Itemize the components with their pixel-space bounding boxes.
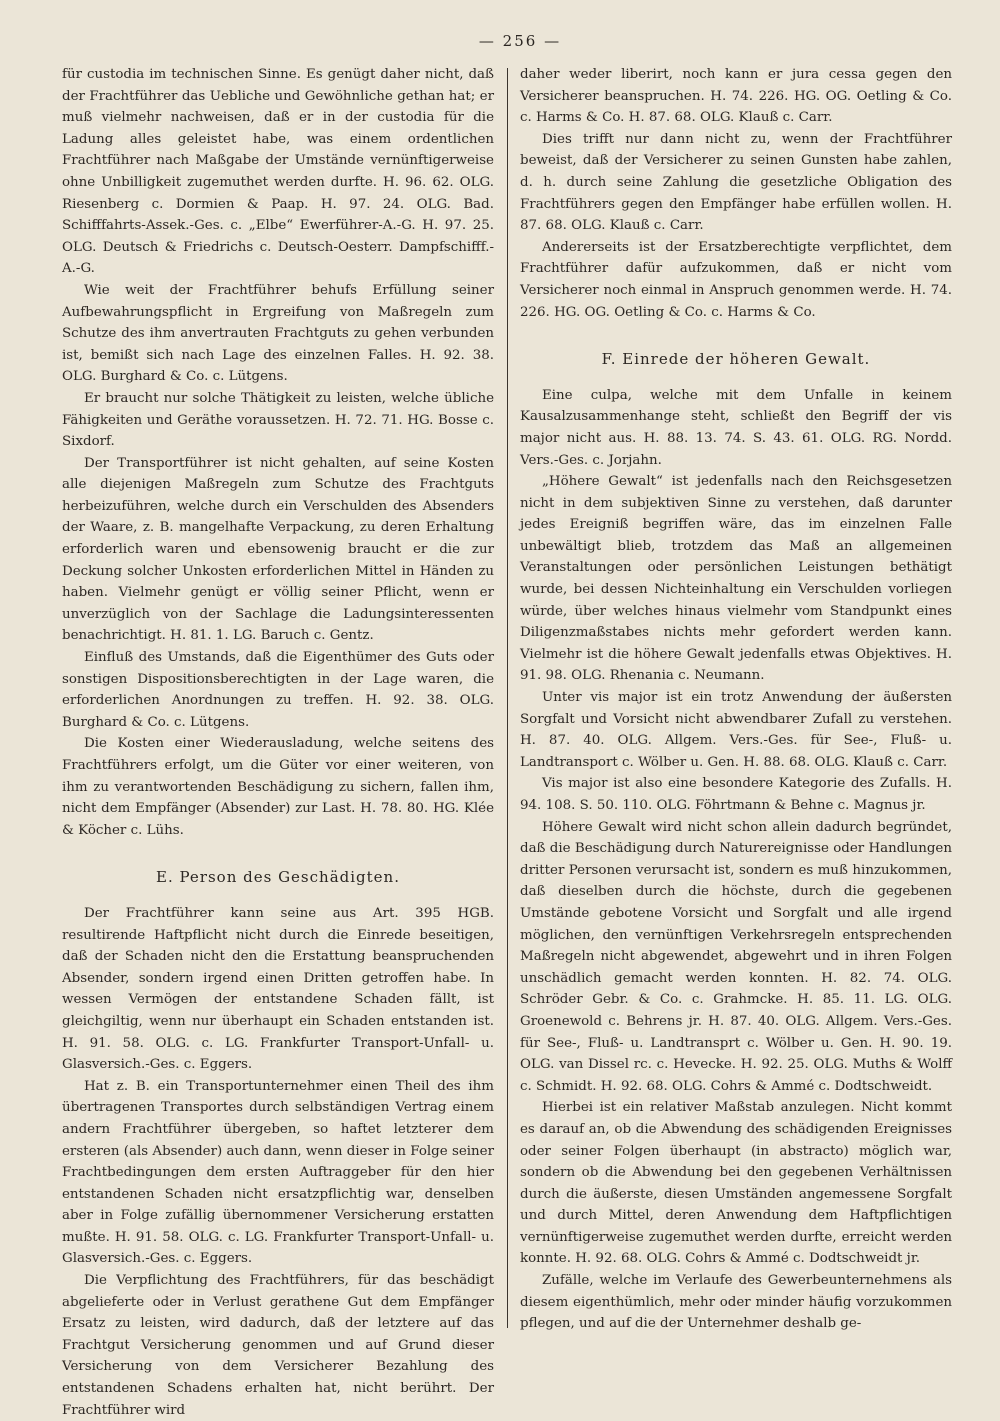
paragraph: Hat z. B. ein Transportunternehmer einen Theil des ihm übertragenen Transportes durch selbständigen Vertrag einem andern Frachtführer übergeben, so haftet letzterer dem ersteren (als Absender) auch dann, wenn dieser in Folge seiner Frachtbedingungen dem ersten Auftraggeber für den hier entstandenen Schaden nicht ersatzpflichtig war, denselben aber in Folge zufällig übernommener Versicherung erstatten mußte. H. 91. 58. OLG. c. LG. Frankfurter Transport-Unfall- u. Glasversich.-Ges. c. Eggers.: [62, 1078, 494, 1267]
text-columns: [62, 64, 952, 1418]
right-column: [520, 64, 952, 1336]
paragraph: Andererseits ist der Ersatzberechtigte verpflichtet, dem Frachtführer dafür aufzukommen, daß er nicht vom Versicherer noch einmal in Anspruch genommen werde. H. 74. 226. HG. OG. Oetling & Co. c. Harms & Co.: [520, 239, 952, 320]
paragraph: Die Verpflichtung des Frachtführers, für das beschädigt abgelieferte oder in Verlust gerathene Gut dem Empfänger Ersatz zu leisten, wird dadurch, daß der letztere auf das Frachtgut Versicherung genommen und auf Grund dieser Versicherung von dem Versicherer Bezahlung des entstandenen Schadens erhalten hat, nicht berührt. Der Frachtführer wird: [62, 1273, 494, 1418]
page-number: — 256 —: [478, 32, 562, 50]
paragraph: daher weder liberirt, noch kann er jura cessa gegen den Versicherer beanspruchen. H. 74. 226. HG. OG. Oetling & Co. c. Harms & Co. H. 87. 68. OLG. Klauß c. Carr.: [520, 67, 952, 126]
column-divider: [507, 68, 508, 1328]
paragraph: Zufälle, welche im Verlaufe des Gewerbeunternehmens als diesem eigenthümlich, mehr oder minder häufig vorzukommen pflegen, und auf die der Unternehmer deshalb ge-: [520, 1273, 952, 1332]
paragraph: „Höhere Gewalt“ ist jedenfalls nach den Reichsgesetzen nicht in dem subjektiven Sinne zu verstehen, daß darunter jedes Ereigniß begriffen wäre, das im einzelnen Falle unbewältigt blieb, trotzdem das Maß an allgemeinen Veranstaltungen oder persönlichen Leistungen bethätigt wurde, bei dessen Nichteinhaltung ein Verschulden vorliegen würde, über welches hinaus vielmehr vom Standpunkt eines Diligenzmaßstabes nichts mehr gefordert werden kann. Vielmehr ist die höhere Gewalt jedenfalls etwas Objektives. H. 91. 98. OLG. Rhenania c. Neumann.: [520, 474, 952, 684]
paragraph: Unter vis major ist ein trotz Anwendung der äußersten Sorgfalt und Vorsicht nicht abwendbarer Zufall zu verstehen. H. 87. 40. OLG. Allgem. Vers.-Ges. für See-, Fluß- u. Landtransport c. Wölber u. Gen. H. 88. 68. OLG. Klauß c. Carr.: [520, 690, 952, 770]
paragraph: Hierbei ist ein relativer Maßstab anzulegen. Nicht kommt es darauf an, ob die Abwendung des schädigenden Ereignisses oder seiner Folgen überhaupt (in abstracto) möglich war, sondern ob die Abwendung bei den gegebenen Verhältnissen durch die äußerste, diesen Umständen angemessene Sorgfalt und durch Mittel, deren Anwendung dem Haftpflichtigen vernünftigerweise zugemuthet werden durfte, erreicht werden konnte. H. 92. 68. OLG. Cohrs & Ammé c. Dodtschweidt jr.: [520, 1100, 952, 1267]
paragraph: Vis major ist also eine besondere Kategorie des Zufalls. H. 94. 108. S. 50. 110. OLG. Föhrtmann & Behne c. Magnus jr.: [520, 776, 952, 813]
section-heading-f: F. Einrede der höheren Gewalt.: [601, 350, 871, 369]
left-paragraphs-before: [62, 64, 494, 841]
paragraph: Er braucht nur solche Thätigkeit zu leisten, welche übliche Fähigkeiten und Geräthe voraussetzen. H. 72. 71. HG. Bosse c. Sixdorf.: [62, 390, 494, 450]
paragraph: Einfluß des Umstands, daß die Eigenthümer des Guts oder sonstigen Dispositionsberechtigten in der Lage waren, die erforderlichen Anordnungen zu treffen. H. 92. 38. OLG. Burghard & Co. c. Lütgens.: [62, 650, 494, 730]
paragraph: Der Transportführer ist nicht gehalten, auf seine Kosten alle diejenigen Maßregeln zum Schutze des Frachtguts herbeizuführen, welche durch ein Verschulden des Absenders der Waare, z. B. mangelhafte Verpackung, zu deren Erhaltung erforderlich waren und ebensowenig braucht er die zur Deckung solcher Unkosten erforderlichen Mittel in Händen zu haben. Vielmehr genügt er völlig seiner Pflicht, wenn er unverzüglich von der Sachlage die Ladungsinteressenten benachrichtigt. H. 81. 1. LG. Baruch c. Gentz.: [62, 455, 494, 644]
paragraph: Eine culpa, welche mit dem Unfalle in keinem Kausalzusammenhange steht, schließt den Begriff der vis major nicht aus. H. 88. 13. 74. S. 43. 61. OLG. RG. Nordd. Vers.-Ges. c. Jorjahn.: [520, 387, 952, 468]
section-heading-e: E. Person des Geschädigten.: [156, 868, 400, 887]
paragraph: Höhere Gewalt wird nicht schon allein dadurch begründet, daß die Beschädigung durch Naturereignisse oder Handlungen dritter Personen verursacht ist, sondern es muß hinzukommen, daß dieselben durch die höchste, durch die gegebenen Umstände gebotene Vorsicht und Sorgfalt und alle irgend möglichen, den vernünftigen Verkehrsregeln entsprechenden Maßregeln nicht abgewendet, abgewehrt und in ihren Folgen unschädlich gemacht werden konnten. H. 82. 74. OLG. Schröder Gebr. & Co. c. Grahmcke. H. 85. 11. LG. OLG. Groenewold c. Behrens jr. H. 87. 40. OLG. Allgem. Vers.-Ges. für See-, Fluß- u. Landtransprt c. Wölber u. Gen. H. 90. 19. OLG. van Dissel rc. c. Hevecke. H. 92. 25. OLG. Muths & Wolff c. Schmidt. H. 92. 68. OLG. Cohrs & Ammé c. Dodtschweidt.: [520, 819, 952, 1094]
paragraph: Die Kosten einer Wiederausladung, welche seitens des Frachtführers erfolgt, um die Güter vor einer weiteren, von ihm zu verantwortenden Beschädigung zu sichern, fallen ihm, nicht dem Empfänger (Absender) zur Last. H. 78. 80. HG. Klée & Köcher c. Lühs.: [62, 736, 494, 838]
paragraph: Der Frachtführer kann seine aus Art. 395 HGB. resultirende Haftpflicht nicht durch die Einrede beseitigen, daß der Schaden nicht den die Erstattung beanspruchenden Absender, sondern irgend einen Dritten getroffen habe. In wessen Vermögen der entstandene Schaden fällt, ist gleichgiltig, wenn nur überhaupt ein Schaden entstanden ist. H. 91. 58. OLG. c. LG. Frankfurter Transport-Unfall- u. Glasversich.-Ges. c. Eggers.: [62, 905, 494, 1073]
right-paragraphs-before: [520, 64, 952, 323]
left-paragraphs-after: [62, 903, 494, 1421]
paragraph: Dies trifft nur dann nicht zu, wenn der Frachtführer beweist, daß der Versicherer zu seinen Gunsten habe zahlen, d. h. durch seine Zahlung die gesetzliche Obligation des Frachtführers gegen den Empfänger habe erfüllen wollen. H. 87. 68. OLG. Klauß c. Carr.: [520, 131, 952, 234]
right-paragraphs-after: [520, 385, 952, 1335]
left-column: [62, 64, 494, 1418]
paragraph: Wie weit der Frachtführer behufs Erfüllung seiner Aufbewahrungspflicht in Ergreifung von Maßregeln zum Schutze des ihm anvertrauten Frachtguts zu gehen verbunden ist, bemißt sich nach Lage des einzelnen Falles. H. 92. 38. OLG. Burghard & Co. c. Lütgens.: [62, 282, 494, 385]
paragraph: für custodia im technischen Sinne. Es genügt daher nicht, daß der Frachtführer das Uebliche und Gewöhnliche gethan hat; er muß vielmehr nachweisen, daß er in der custodia für die Ladung alles geleistet habe, was einem ordentlichen Frachtführer nach Maßgabe der Umstände vernünftigerweise ohne Unbilligkeit zugemuthet werden durfte. H. 96. 62. OLG. Riesenberg c. Dormien & Paap. H. 97. 24. OLG. Bad. Schifffahrts-Assek.-Ges. c. „Elbe“ Ewerführer-A.-G. H. 97. 25. OLG. Deutsch & Friedrichs c. Deutsch-Oesterr. Dampfschifff.-A.-G.: [62, 67, 494, 277]
